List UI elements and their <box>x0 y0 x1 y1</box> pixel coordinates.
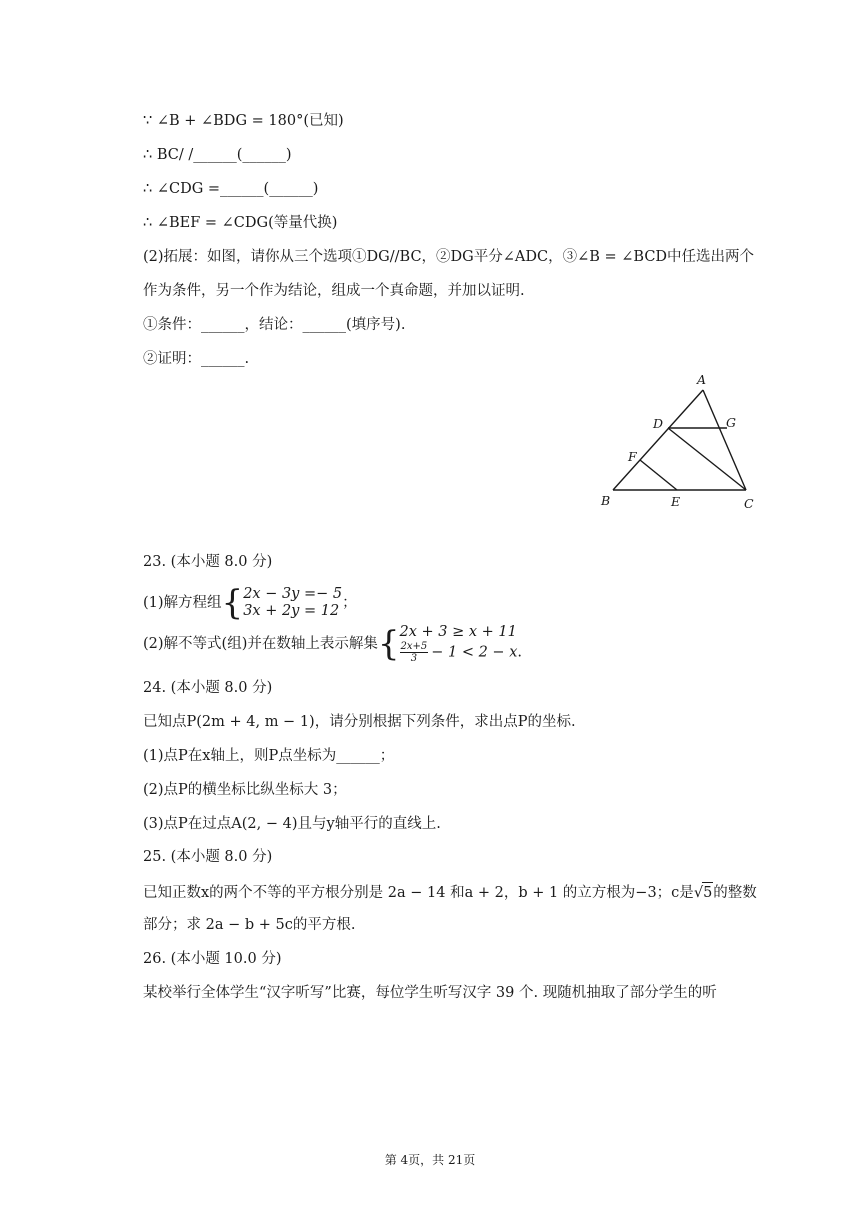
q23-ineq2: $\frac{2x+5}{3}$ − 1 < 2 − x. <box>400 641 522 664</box>
q23-part1-prefix: (1)解方程组 <box>143 595 222 611</box>
segment-DC <box>668 428 746 490</box>
label-C: C <box>744 496 754 511</box>
q25-line-1: 已知正数x的两个不等的平方根分别是 2a − 14 和a + 2，b + 1 的立方根为−3；c是√5的整数 <box>143 882 757 903</box>
q25-header: 25. (本小题 8.0 分) <box>143 849 273 865</box>
q23-ineq1: 2x + 3 ≥ x + 11 <box>399 624 517 640</box>
proof-line-1: ∵ ∠B + ∠BDG = 180°(已知) <box>143 113 344 129</box>
q26-header: 26. (本小题 10.0 分) <box>143 951 282 967</box>
proof-line-2: ∴ BC/ /______(______) <box>143 147 292 163</box>
q23-eq1: 2x − 3y =− 5 <box>243 586 343 602</box>
label-A: A <box>697 372 707 387</box>
q25-line-2: 部分；求 2a − b + 5c的平方根. <box>143 917 356 933</box>
extension-line-1: (2)拓展：如图，请你从三个选项①DG//BC，②DG平分∠ADC，③∠B = ∠BCD中任选出两个 <box>143 249 755 265</box>
q24-line-4: (3)点P在过点A(2, − 4)且与y轴平行的直线上. <box>143 816 441 832</box>
q23-system-2 <box>400 624 522 664</box>
proof-line-4: ∴ ∠BEF = ∠CDG(等量代换) <box>143 215 338 231</box>
q23-part2-prefix: (2)解不等式(组)并在数轴上表示解集 <box>143 636 378 652</box>
label-E: E <box>671 494 681 509</box>
q23-part1-end: ； <box>342 595 357 611</box>
proof-line-3: ∴ ∠CDG =______(______) <box>143 181 319 197</box>
q26-line-1: 某校举行全体学生“汉字听写”比赛，每位学生听写汉字 39 个. 现随机抽取了部分学生的听 <box>143 985 717 1001</box>
page-footer: 第 4页，共 21页 <box>384 1153 476 1167</box>
extension-line-2: 作为条件，另一个作为结论，组成一个真命题，并加以证明. <box>143 283 525 299</box>
q25-line-1-b: 的整数 <box>713 885 757 901</box>
sqrt-5: 5 <box>702 882 713 903</box>
q23-header: 23. (本小题 8.0 分) <box>143 554 273 570</box>
q23-system-1 <box>243 586 342 620</box>
q23-part2: (2)解不等式(组)并在数轴上表示解集{ 2x + 3 ≥ x + 11 $\frac{2x+5}{3}$ − 1 < 2 − x. <box>143 624 522 664</box>
segment-FE <box>640 460 677 490</box>
q24-line-3: (2)点P的横坐标比纵坐标大 3； <box>143 782 347 798</box>
q24-line-1: 已知点P(2m + 4, m − 1)，请分别根据下列条件，求出点P的坐标. <box>143 714 576 730</box>
triangle-figure <box>596 372 762 512</box>
label-D: D <box>653 416 664 431</box>
fraction: $\frac{2x+5}{3}$ <box>400 641 428 664</box>
q24-line-2: (1)点P在x轴上，则P点坐标为______； <box>143 748 395 764</box>
q24-header: 24. (本小题 8.0 分) <box>143 680 273 696</box>
label-G: G <box>726 415 736 430</box>
extension-line-3: ①条件：______，结论：______(填序号). <box>143 317 406 333</box>
q23-eq2: 3x + 2y = 12 <box>243 603 340 619</box>
label-F: F <box>628 449 637 464</box>
q25-line-1-a: 已知正数x的两个不等的平方根分别是 2a − 14 和a + 2，b + 1 的立方根为−3；c是 <box>143 885 694 901</box>
q23-part1: (1)解方程组{ 2x − 3y =− 5 3x + 2y = 12 ； <box>143 583 357 623</box>
extension-line-4: ②证明：______. <box>143 351 250 367</box>
label-B: B <box>601 493 611 508</box>
segment-AC <box>703 390 746 490</box>
